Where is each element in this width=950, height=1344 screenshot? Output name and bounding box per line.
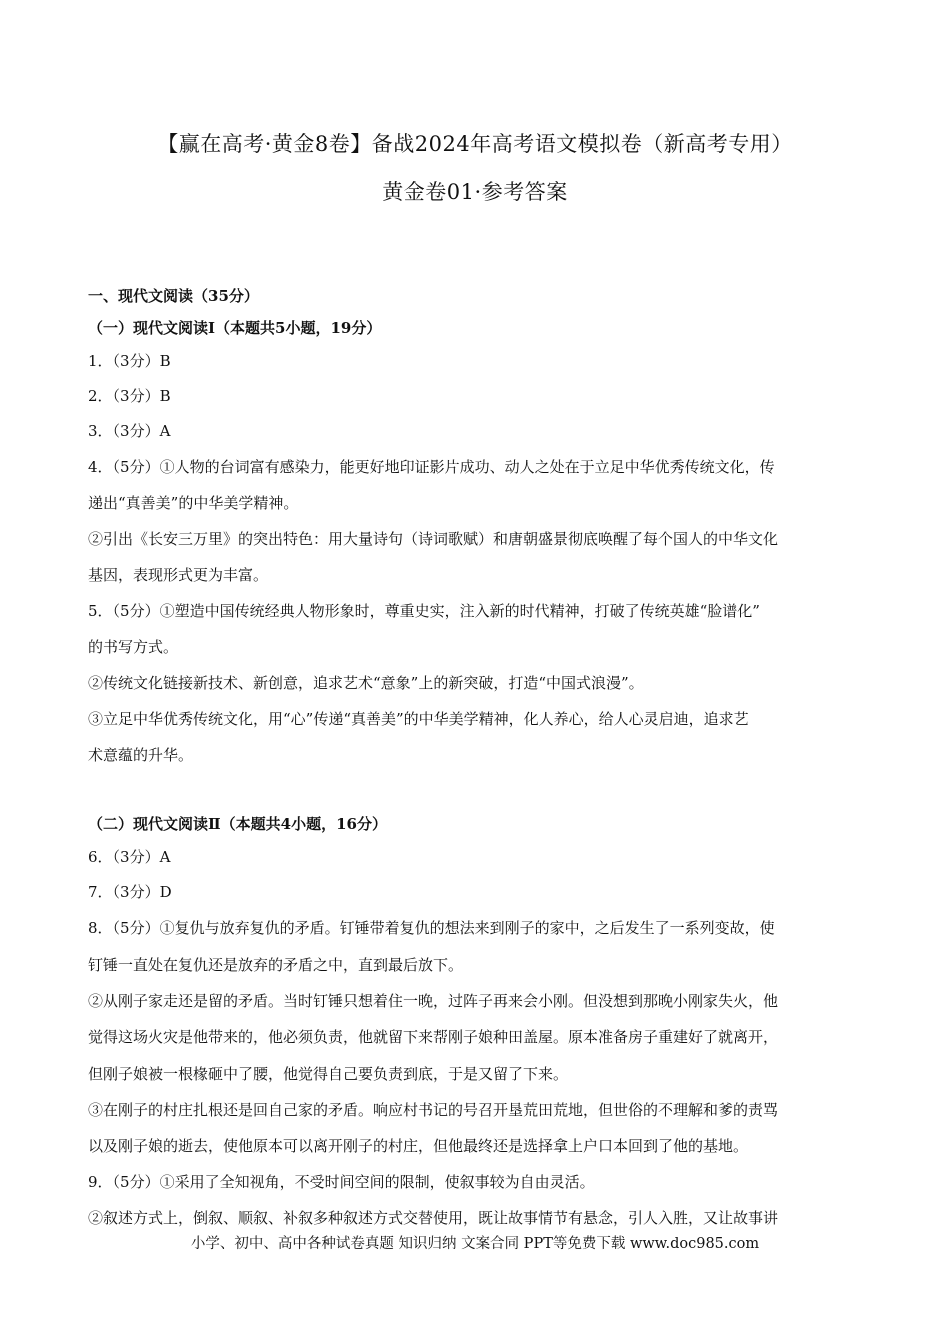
part1-heading: （一）现代文阅读Ⅰ（本题共5小题，19分） <box>88 319 382 337</box>
answer-line: 1．（3分）B <box>88 352 171 370</box>
answer-line: ②传统文化链接新技术、新创意，追求艺术“意象”上的新突破，打造“中国式浪漫”。 <box>88 674 644 692</box>
answer-line: 2．（3分）B <box>88 387 171 405</box>
answer-line: 基因，表现形式更为丰富。 <box>88 566 269 584</box>
section-heading: 一、现代文阅读（35分） <box>88 287 259 305</box>
answer-line: 的书写方式。 <box>88 638 179 656</box>
answer-line: 术意蕴的升华。 <box>88 746 194 764</box>
answer-line: ③在刚子的村庄扎根还是回自己家的矛盾。响应村书记的号召开垦荒田荒地，但世俗的不理解和爹的责骂 <box>88 1101 779 1119</box>
answer-line: 5．（5分）①塑造中国传统经典人物形象时，尊重史实，注入新的时代精神，打破了传统英雄“脸谱化” <box>88 602 760 620</box>
answer-line: 递出“真善美”的中华美学精神。 <box>88 494 299 512</box>
answer-line: 8．（5分）①复仇与放弃复仇的矛盾。钉锤带着复仇的想法来到刚子的家中，之后发生了一系列变故，使 <box>88 919 775 937</box>
answer-line: 6．（3分）A <box>88 848 171 866</box>
answer-line: ②引出《长安三万里》的突出特色：用大量诗句（诗词歌赋）和唐朝盛景彻底唤醒了每个国人的中华文化 <box>88 530 779 548</box>
answer-line: ③立足中华优秀传统文化，用“心”传递“真善美”的中华美学精神，化人养心，给人心灵启迪，追求艺 <box>88 710 749 728</box>
answer-line: 9．（5分）①采用了全知视角，不受时间空间的限制，使叙事较为自由灵活。 <box>88 1173 595 1191</box>
answer-line: ②从刚子家走还是留的矛盾。当时钉锤只想着住一晚，过阵子再来会小刚。但没想到那晚小刚家失火，他 <box>88 992 779 1010</box>
document-title: 【赢在高考·黄金8卷】备战2024年高考语文模拟卷（新高考专用） <box>157 132 793 156</box>
document-subtitle: 黄金卷01·参考答案 <box>382 180 568 204</box>
answer-line: 觉得这场火灾是他带来的，他必须负责，他就留下来帮刚子娘种田盖屋。原本准备房子重建好了就离开， <box>88 1028 779 1046</box>
answer-line: 以及刚子娘的逝去，使他原本可以离开刚子的村庄，但他最终还是选择拿上户口本回到了他的基地。 <box>88 1137 749 1155</box>
answer-line: 3．（3分）A <box>88 422 171 440</box>
answer-line: 钉锤一直处在复仇还是放弃的矛盾之中，直到最后放下。 <box>88 956 464 974</box>
answer-line: 4．（5分）①人物的台词富有感染力，能更好地印证影片成功、动人之处在于立足中华优秀传统文化，传 <box>88 458 775 476</box>
part2-heading: （二）现代文阅读Ⅱ（本题共4小题，16分） <box>88 815 387 833</box>
page-footer: 小学、初中、高中各种试卷真题 知识归纳 文案合同 PPT等免费下载 www.doc985.com <box>190 1236 760 1252</box>
answer-line: 但刚子娘被一根椽砸中了腰，他觉得自己要负责到底，于是又留了下来。 <box>88 1065 569 1083</box>
answer-line: ②叙述方式上，倒叙、顺叙、补叙多种叙述方式交替使用，既让故事情节有悬念，引人入胜，又让故事讲 <box>88 1209 779 1227</box>
answer-line: 7．（3分）D <box>88 883 172 901</box>
